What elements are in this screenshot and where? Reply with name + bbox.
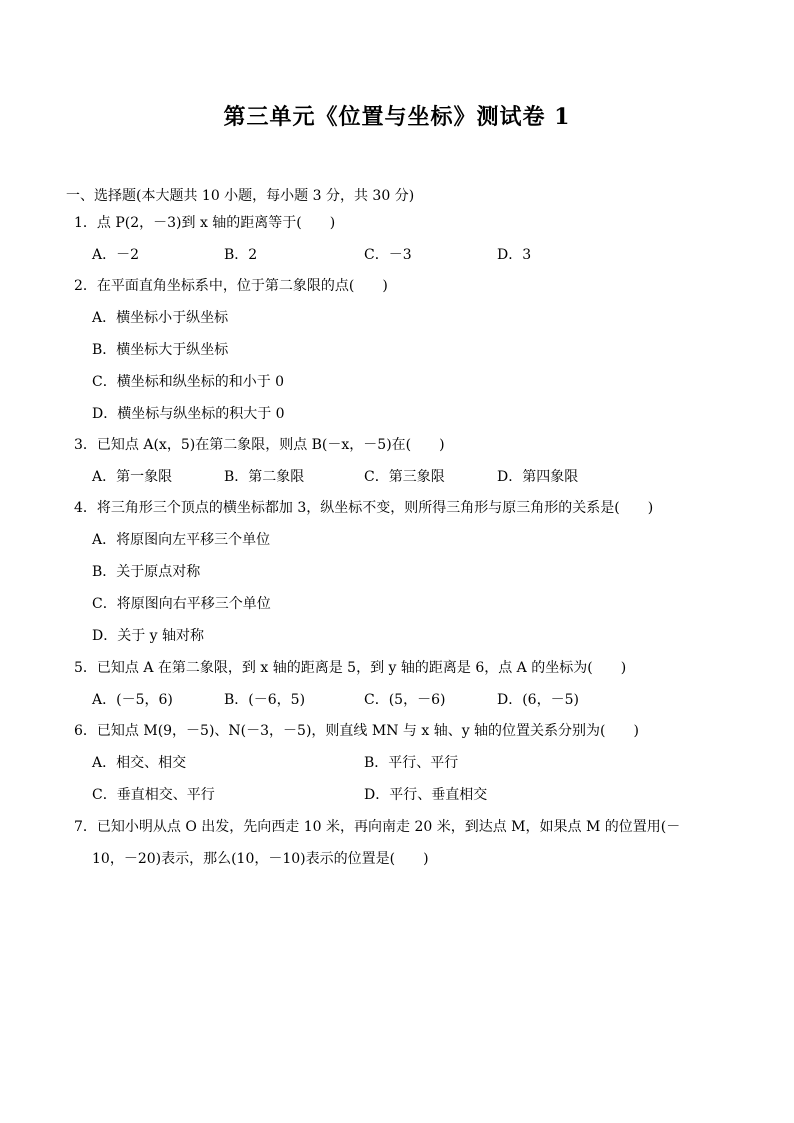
question-3-option-c: C．第三象限 [364,469,445,485]
question-5-option-d: D．(6，－5) [497,692,579,708]
question-4-option-a: A．将原图向左平移三个单位 [92,532,271,548]
question-1-option-d: D．3 [497,247,532,263]
question-3-option-a: A．第一象限 [92,469,173,485]
question-4-option-c: C．将原图向右平移三个单位 [92,596,271,612]
question-5-option-b: B．(－6，5) [224,692,306,708]
question-2-option-b: B．横坐标大于纵坐标 [92,342,229,358]
question-7-stem-line-2: 10，－20)表示，那么(10，－10)表示的位置是( ) [92,851,429,867]
section-header: 一、选择题(本大题共 10 小题，每小题 3 分，共 30 分) [66,188,415,204]
question-3-stem: 3．已知点 A(x，5)在第二象限，则点 B(－x，－5)在( ) [74,437,445,453]
question-1-stem: 1．点 P(2，－3)到 x 轴的距离等于( ) [74,215,336,231]
question-1-option-a: A．－2 [92,247,140,263]
question-4-option-b: B．关于原点对称 [92,564,201,580]
question-2-option-a: A．横坐标小于纵坐标 [92,310,229,326]
question-1-option-b: B．2 [224,247,258,263]
question-2-stem: 2．在平面直角坐标系中，位于第二象限的点( ) [74,278,388,294]
question-3-option-d: D．第四象限 [497,469,579,485]
question-5-stem: 5．已知点 A 在第二象限，到 x 轴的距离是 5，到 y 轴的距离是 6，点 A 的坐标为( ) [74,660,627,676]
question-6-option-d: D．平行、垂直相交 [364,787,488,803]
question-2-option-d: D．横坐标与纵坐标的积大于 0 [92,406,285,422]
question-3-option-b: B．第二象限 [224,469,305,485]
question-6-option-c: C．垂直相交、平行 [92,787,215,803]
question-4-option-d: D．关于 y 轴对称 [92,628,205,644]
question-1-option-c: C．－3 [364,247,412,263]
question-6-option-b: B．平行、平行 [364,755,459,771]
question-2-option-c: C．横坐标和纵坐标的和小于 0 [92,374,285,390]
question-7-stem-line-1: 7．已知小明从点 O 出发，先向西走 10 米，再向南走 20 米，到达点 M，如果点 M 的位置用(－ [74,819,681,835]
question-6-option-a: A．相交、相交 [92,755,187,771]
question-5-option-a: A．(－5，6) [92,692,173,708]
question-4-stem: 4．将三角形三个顶点的横坐标都加 3，纵坐标不变，则所得三角形与原三角形的关系是( ) [74,500,654,516]
question-6-stem: 6．已知点 M(9，－5)、N(－3，－5)，则直线 MN 与 x 轴、y 轴的位置关系分别为( ) [74,723,639,739]
question-5-option-c: C．(5，－6) [364,692,446,708]
page-title: 第三单元《位置与坐标》测试卷 1 [223,104,571,130]
